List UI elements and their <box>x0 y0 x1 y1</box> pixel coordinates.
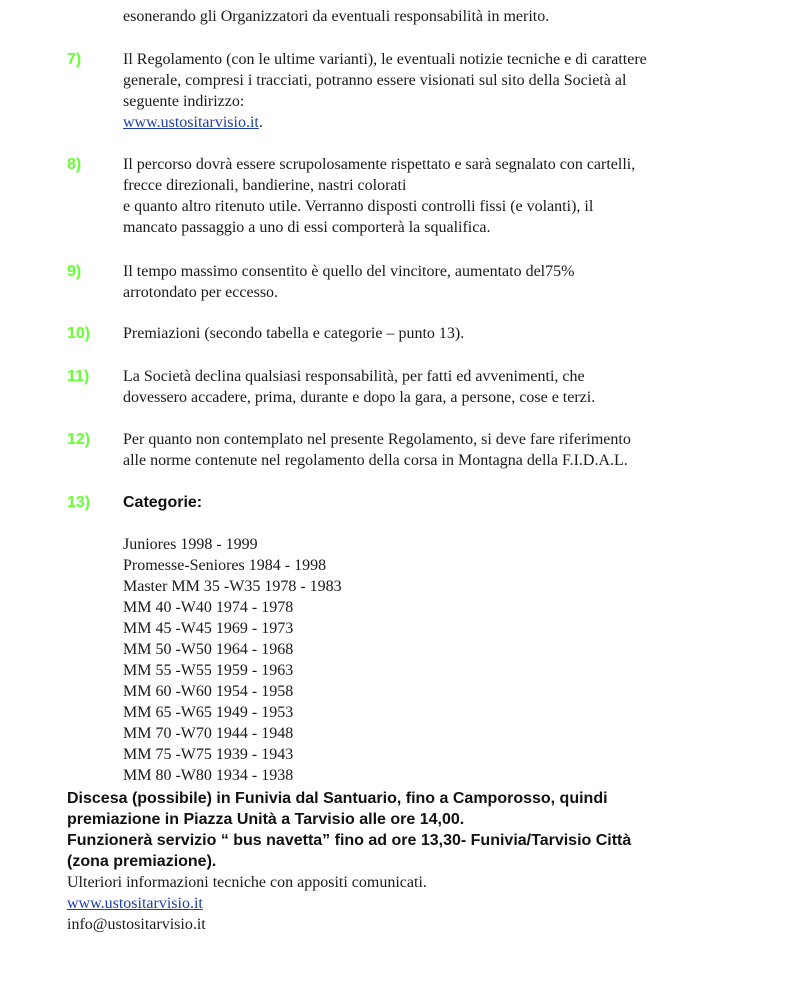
item-9-text <box>123 261 743 303</box>
item-number-10: 10) <box>67 325 91 342</box>
item-10-line-1: Premiazioni (secondo tabella e categorie – punto 13). <box>123 325 465 342</box>
email-text: info@ustositarvisio.it <box>67 916 206 933</box>
item-8-line-3: e quanto altro ritenuto utile. Verranno disposti controlli fissi (e volanti), il <box>123 198 594 215</box>
item-number-13: 13) <box>67 494 91 511</box>
item-12-text <box>123 429 743 471</box>
category-item: MM 60 -W60 1954 - 1958 <box>123 683 294 700</box>
item-9-line-2: arrotondato per eccesso. <box>123 284 279 301</box>
item-number-7: 7) <box>67 51 82 68</box>
intro-text: esonerando gli Organizzatori da eventuali responsabilità in merito. <box>123 8 550 25</box>
info-line: Ulteriori informazioni tecniche con appositi comunicati. <box>67 874 427 891</box>
category-item: MM 55 -W55 1959 - 1963 <box>123 662 294 679</box>
item-7-line-2: generale, compresi i tracciati, potranno essere visionati sul sito della Società al <box>123 72 627 89</box>
footer-info <box>67 872 427 935</box>
notice-line-4: (zona premiazione). <box>67 853 217 870</box>
website-link-footer[interactable]: www.ustositarvisio.it <box>67 895 203 912</box>
item-7-text <box>123 49 743 133</box>
item-11-text <box>123 366 743 408</box>
item-number-12: 12) <box>67 431 91 448</box>
item-number-8: 8) <box>67 156 82 173</box>
link-suffix: . <box>258 114 263 131</box>
item-8-line-1: Il percorso dovrà essere scrupolosamente rispettato e sarà segnalato con cartelli, <box>123 156 636 173</box>
notice-line-2: premiazione in Piazza Unità a Tarvisio alle ore 14,00. <box>67 811 465 828</box>
categories-list <box>123 534 743 786</box>
item-8-line-2: frecce direzionali, bandierine, nastri colorati <box>123 177 407 194</box>
item-12-line-1: Per quanto non contemplato nel presente Regolamento, si deve fare riferimento <box>123 431 631 448</box>
item-11-line-2: dovessero accadere, prima, durante e dopo la gara, a persone, cose e terzi. <box>123 389 596 406</box>
item-11-line-1: La Società declina qualsiasi responsabilità, per fatti ed avvenimenti, che <box>123 368 585 385</box>
category-item: MM 50 -W50 1964 - 1968 <box>123 641 294 658</box>
item-12-line-2: alle norme contenute nel regolamento della corsa in Montagna della F.I.D.A.L. <box>123 452 628 469</box>
item-number-11: 11) <box>67 368 90 385</box>
website-link-item-7[interactable]: www.ustositarvisio.it <box>123 114 259 131</box>
category-item: MM 75 -W75 1939 - 1943 <box>123 746 294 763</box>
item-8-line-4: mancato passaggio a uno di essi comporterà la squalifica. <box>123 219 491 236</box>
category-item: MM 70 -W70 1944 - 1948 <box>123 725 294 742</box>
category-item: MM 40 -W40 1974 - 1978 <box>123 599 294 616</box>
item-8-text <box>123 154 743 238</box>
item-9-line-1: Il tempo massimo consentito è quello del vincitore, aumentato del75% <box>123 263 575 280</box>
item-number-9: 9) <box>67 263 82 280</box>
categories-heading: Categorie: <box>123 494 203 511</box>
category-item: Promesse-Seniores 1984 - 1998 <box>123 557 327 574</box>
footer-website-line <box>67 893 427 914</box>
transport-notice <box>67 788 767 872</box>
category-item: MM 65 -W65 1949 - 1953 <box>123 704 294 721</box>
item-7-link-line <box>123 112 743 133</box>
item-7-line-1: Il Regolamento (con le ultime varianti), le eventuali notizie tecniche e di carattere <box>123 51 647 68</box>
item-7-line-3: seguente indirizzo: <box>123 93 245 110</box>
notice-line-1: Discesa (possibile) in Funivia dal Santuario, fino a Camporosso, quindi <box>67 790 608 807</box>
category-item: MM 80 -W80 1934 - 1938 <box>123 767 294 784</box>
category-item: Master MM 35 -W35 1978 - 1983 <box>123 578 342 595</box>
category-item: Juniores 1998 - 1999 <box>123 536 258 553</box>
item-10-text <box>123 323 743 344</box>
category-item: MM 45 -W45 1969 - 1973 <box>123 620 294 637</box>
notice-line-3: Funzionerà servizio “ bus navetta” fino ad ore 13,30- Funivia/Tarvisio Città <box>67 832 632 849</box>
